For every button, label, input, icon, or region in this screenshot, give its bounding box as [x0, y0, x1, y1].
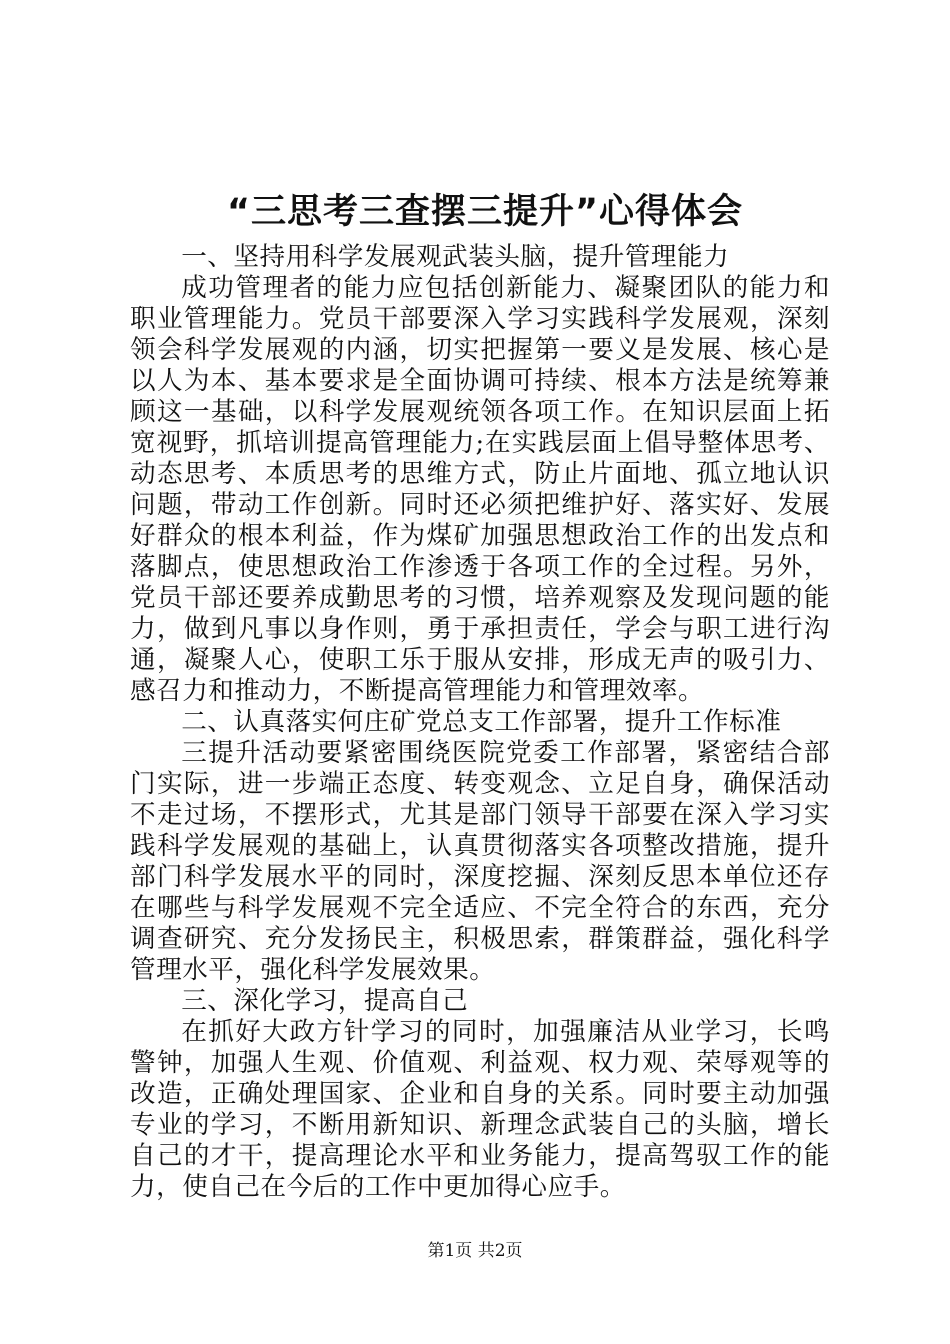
- section-3-heading: 三、深化学习，提高自己: [181, 986, 469, 1016]
- section-2-heading: 二、认真落实何庄矿党总支工作部署，提升工作标准: [181, 707, 782, 737]
- document-title: “三思考三查摆三提升”心得体会: [226, 192, 743, 232]
- section-1-heading: 一、坚持用科学发展观武装头脑，提升管理能力: [181, 242, 730, 272]
- section-3-body: 在抓好大政方针学习的同时，加强廉洁从业学习，长鸣警钟，加强人生观、价值观、利益观、权力观、荣辱观等的改造，正确处理国家、企业和自身的关系。同时要主动加强专业的学习，不断用新知识、新理念武装自己的头脑，增长自己的才干，提高理论水平和业务能力，提高驾驭工作的能力，使自己在今后的工作中更加得心应手。: [130, 1017, 830, 1202]
- section-2-body: 三提升活动要紧密围绕医院党委工作部署，紧密结合部门实际，进一步端正态度、转变观念、立足自身，确保活动不走过场，不摆形式，尤其是部门领导干部要在深入学习实践科学发展观的基础上，认真贯彻落实各项整改措施，提升部门科学发展水平的同时，深度挖掘、深刻反思本单位还存在哪些与科学发展观不完全适应、不完全符合的东西，充分调查研究、充分发扬民主，积极思索，群策群益，强化科学管理水平，强化科学发展效果。: [130, 738, 830, 985]
- document-page: [130, 188, 830, 1203]
- section-1-body: 成功管理者的能力应包括创新能力、凝聚团队的能力和职业管理能力。党员干部要深入学习实践科学发展观，深刻领会科学发展观的内涵，切实把握第一要义是发展、核心是以人为本、基本要求是全面协调可持续、根本方法是统筹兼顾这一基础，以科学发展观统领各项工作。在知识层面上拓宽视野，抓培训提高管理能力;在实践层面上倡导整体思考、动态思考、本质思考的思维方式，防止片面地、孤立地认识问题，带动工作创新。同时还必须把维护好、落实好、发展好群众的根本利益，作为煤矿加强思想政治工作的出发点和落脚点，使思想政治工作渗透于各项工作的全过程。另外，党员干部还要养成勤思考的习惯，培养观察及发现问题的能力，做到凡事以身作则，勇于承担责任，学会与职工进行沟通，凝聚人心，使职工乐于服从安排，形成无声的吸引力、感召力和推动力，不断提高管理能力和管理效率。: [130, 273, 830, 706]
- page-footer: 第1页 共2页: [427, 1241, 523, 1261]
